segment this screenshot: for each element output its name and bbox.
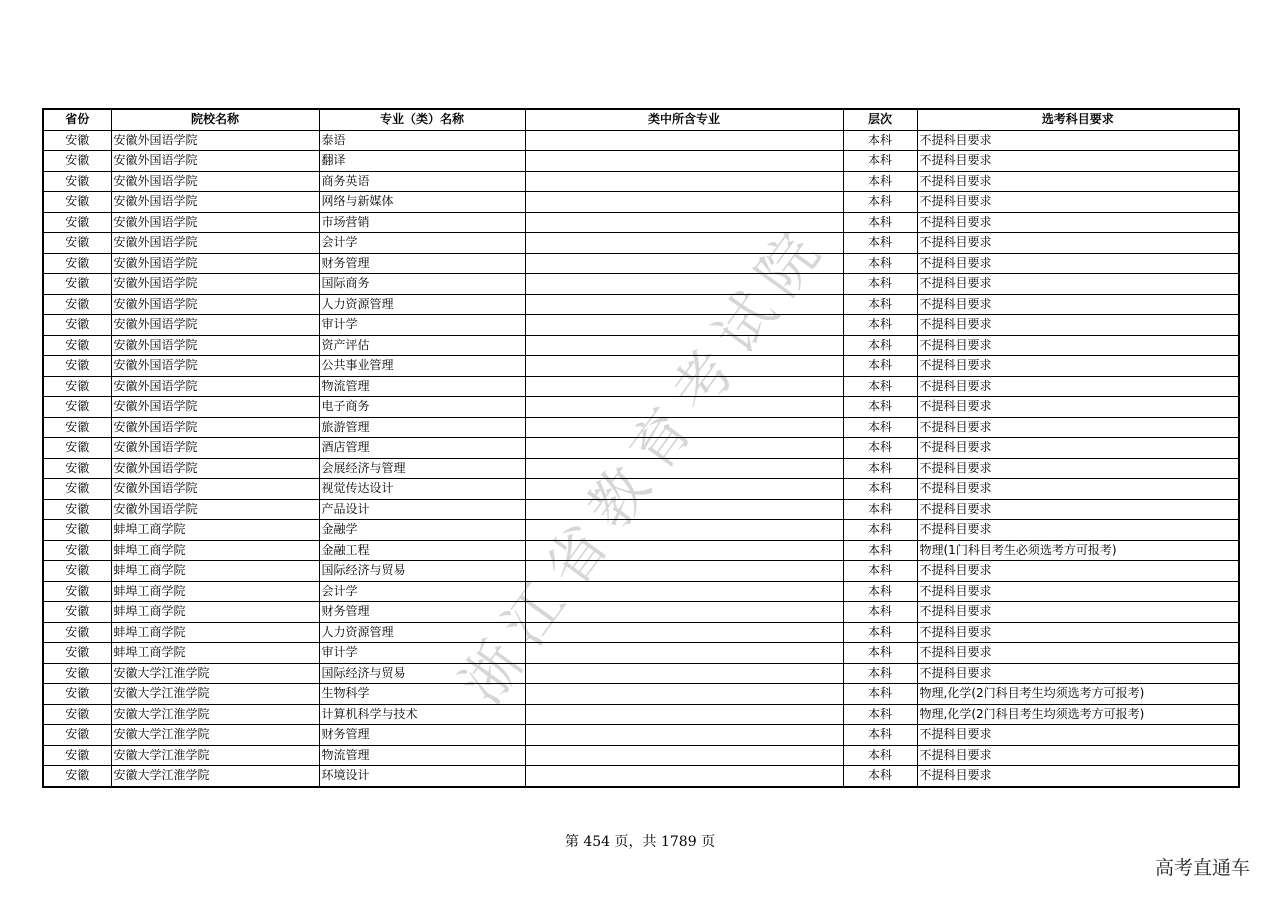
- subject-requirement-cell: 不提科目要求: [917, 212, 1239, 233]
- included-majors-cell: [525, 745, 843, 766]
- province-cell: 安徽: [43, 212, 111, 233]
- major-name-cell: 财务管理: [319, 725, 525, 746]
- province-cell: 安徽: [43, 376, 111, 397]
- province-cell: 安徽: [43, 622, 111, 643]
- subject-requirement-cell: 不提科目要求: [917, 602, 1239, 623]
- header-school-name: 院校名称: [111, 109, 319, 130]
- subject-requirement-cell: 不提科目要求: [917, 130, 1239, 151]
- school-name-cell: 安徽外国语学院: [111, 315, 319, 336]
- table-row: [43, 438, 1239, 459]
- included-majors-cell: [525, 171, 843, 192]
- school-name-cell: 蚌埠工商学院: [111, 520, 319, 541]
- major-name-cell: 商务英语: [319, 171, 525, 192]
- province-cell: 安徽: [43, 540, 111, 561]
- major-name-cell: 国际经济与贸易: [319, 561, 525, 582]
- level-cell: 本科: [843, 479, 917, 500]
- table-row: [43, 315, 1239, 336]
- level-cell: 本科: [843, 356, 917, 377]
- school-name-cell: 安徽大学江淮学院: [111, 766, 319, 787]
- subject-requirement-cell: 不提科目要求: [917, 561, 1239, 582]
- major-name-cell: 泰语: [319, 130, 525, 151]
- major-name-cell: 视觉传达设计: [319, 479, 525, 500]
- included-majors-cell: [525, 438, 843, 459]
- major-name-cell: 物流管理: [319, 745, 525, 766]
- province-cell: 安徽: [43, 356, 111, 377]
- table-row: [43, 376, 1239, 397]
- major-name-cell: 审计学: [319, 315, 525, 336]
- level-cell: 本科: [843, 417, 917, 438]
- table-row: [43, 171, 1239, 192]
- school-name-cell: 安徽外国语学院: [111, 335, 319, 356]
- school-name-cell: 安徽外国语学院: [111, 151, 319, 172]
- school-name-cell: 安徽外国语学院: [111, 458, 319, 479]
- subject-requirement-cell: 不提科目要求: [917, 356, 1239, 377]
- level-cell: 本科: [843, 151, 917, 172]
- level-cell: 本科: [843, 745, 917, 766]
- header-included-majors: 类中所含专业: [525, 109, 843, 130]
- included-majors-cell: [525, 212, 843, 233]
- school-name-cell: 蚌埠工商学院: [111, 581, 319, 602]
- province-cell: 安徽: [43, 602, 111, 623]
- subject-requirement-cell: 不提科目要求: [917, 274, 1239, 295]
- table-row: [43, 151, 1239, 172]
- major-name-cell: 会计学: [319, 581, 525, 602]
- included-majors-cell: [525, 643, 843, 664]
- table-row: [43, 704, 1239, 725]
- school-name-cell: 安徽外国语学院: [111, 356, 319, 377]
- level-cell: 本科: [843, 315, 917, 336]
- table-row: [43, 643, 1239, 664]
- school-name-cell: 安徽外国语学院: [111, 479, 319, 500]
- province-cell: 安徽: [43, 581, 111, 602]
- level-cell: 本科: [843, 725, 917, 746]
- school-name-cell: 安徽外国语学院: [111, 376, 319, 397]
- level-cell: 本科: [843, 704, 917, 725]
- subject-requirement-cell: 不提科目要求: [917, 725, 1239, 746]
- included-majors-cell: [525, 253, 843, 274]
- major-name-cell: 财务管理: [319, 602, 525, 623]
- included-majors-cell: [525, 233, 843, 254]
- included-majors-cell: [525, 335, 843, 356]
- province-cell: 安徽: [43, 315, 111, 336]
- province-cell: 安徽: [43, 233, 111, 254]
- included-majors-cell: [525, 151, 843, 172]
- province-cell: 安徽: [43, 253, 111, 274]
- level-cell: 本科: [843, 438, 917, 459]
- table-header-row: [43, 109, 1239, 130]
- included-majors-cell: [525, 294, 843, 315]
- province-cell: 安徽: [43, 294, 111, 315]
- major-name-cell: 计算机科学与技术: [319, 704, 525, 725]
- major-name-cell: 国际经济与贸易: [319, 663, 525, 684]
- school-name-cell: 安徽外国语学院: [111, 397, 319, 418]
- province-cell: 安徽: [43, 274, 111, 295]
- major-name-cell: 财务管理: [319, 253, 525, 274]
- table-row: [43, 356, 1239, 377]
- level-cell: 本科: [843, 581, 917, 602]
- included-majors-cell: [525, 192, 843, 213]
- major-name-cell: 公共事业管理: [319, 356, 525, 377]
- included-majors-cell: [525, 376, 843, 397]
- included-majors-cell: [525, 581, 843, 602]
- brand-logo-text: 高考直通车: [1154, 857, 1250, 879]
- province-cell: 安徽: [43, 438, 111, 459]
- province-cell: 安徽: [43, 766, 111, 787]
- province-cell: 安徽: [43, 192, 111, 213]
- major-name-cell: 环境设计: [319, 766, 525, 787]
- major-name-cell: 生物科学: [319, 684, 525, 705]
- province-cell: 安徽: [43, 417, 111, 438]
- level-cell: 本科: [843, 622, 917, 643]
- major-name-cell: 电子商务: [319, 397, 525, 418]
- table-row: [43, 663, 1239, 684]
- table-row: [43, 274, 1239, 295]
- included-majors-cell: [525, 315, 843, 336]
- subject-requirement-cell: 不提科目要求: [917, 663, 1239, 684]
- level-cell: 本科: [843, 397, 917, 418]
- province-cell: 安徽: [43, 663, 111, 684]
- included-majors-cell: [525, 725, 843, 746]
- school-name-cell: 蚌埠工商学院: [111, 643, 319, 664]
- level-cell: 本科: [843, 602, 917, 623]
- level-cell: 本科: [843, 540, 917, 561]
- level-cell: 本科: [843, 233, 917, 254]
- included-majors-cell: [525, 540, 843, 561]
- included-majors-cell: [525, 561, 843, 582]
- table-row: [43, 766, 1239, 787]
- major-name-cell: 人力资源管理: [319, 622, 525, 643]
- subject-requirement-cell: 不提科目要求: [917, 151, 1239, 172]
- majors-table: [42, 108, 1240, 788]
- subject-requirement-cell: 不提科目要求: [917, 294, 1239, 315]
- table-row: [43, 684, 1239, 705]
- major-name-cell: 物流管理: [319, 376, 525, 397]
- table-row: [43, 499, 1239, 520]
- school-name-cell: 安徽外国语学院: [111, 192, 319, 213]
- major-name-cell: 产品设计: [319, 499, 525, 520]
- subject-requirement-cell: 不提科目要求: [917, 417, 1239, 438]
- major-name-cell: 翻译: [319, 151, 525, 172]
- school-name-cell: 蚌埠工商学院: [111, 561, 319, 582]
- major-name-cell: 金融学: [319, 520, 525, 541]
- table-row: [43, 294, 1239, 315]
- level-cell: 本科: [843, 458, 917, 479]
- included-majors-cell: [525, 684, 843, 705]
- province-cell: 安徽: [43, 499, 111, 520]
- table-row: [43, 397, 1239, 418]
- school-name-cell: 安徽大学江淮学院: [111, 684, 319, 705]
- province-cell: 安徽: [43, 458, 111, 479]
- school-name-cell: 安徽大学江淮学院: [111, 663, 319, 684]
- major-name-cell: 审计学: [319, 643, 525, 664]
- subject-requirement-cell: 不提科目要求: [917, 376, 1239, 397]
- school-name-cell: 安徽外国语学院: [111, 233, 319, 254]
- included-majors-cell: [525, 499, 843, 520]
- subject-requirement-cell: 不提科目要求: [917, 253, 1239, 274]
- table-row: [43, 479, 1239, 500]
- table-row: [43, 192, 1239, 213]
- level-cell: 本科: [843, 130, 917, 151]
- major-name-cell: 国际商务: [319, 274, 525, 295]
- school-name-cell: 安徽外国语学院: [111, 294, 319, 315]
- province-cell: 安徽: [43, 561, 111, 582]
- included-majors-cell: [525, 520, 843, 541]
- subject-requirement-cell: 物理,化学(2门科目考生均须选考方可报考): [917, 704, 1239, 725]
- table-row: [43, 602, 1239, 623]
- province-cell: 安徽: [43, 704, 111, 725]
- level-cell: 本科: [843, 766, 917, 787]
- level-cell: 本科: [843, 376, 917, 397]
- province-cell: 安徽: [43, 171, 111, 192]
- province-cell: 安徽: [43, 520, 111, 541]
- level-cell: 本科: [843, 171, 917, 192]
- table-row: [43, 725, 1239, 746]
- major-name-cell: 旅游管理: [319, 417, 525, 438]
- major-name-cell: 酒店管理: [319, 438, 525, 459]
- table-row: [43, 233, 1239, 254]
- table-row: [43, 417, 1239, 438]
- level-cell: 本科: [843, 192, 917, 213]
- major-name-cell: 人力资源管理: [319, 294, 525, 315]
- included-majors-cell: [525, 766, 843, 787]
- major-name-cell: 网络与新媒体: [319, 192, 525, 213]
- subject-requirement-cell: 不提科目要求: [917, 499, 1239, 520]
- level-cell: 本科: [843, 335, 917, 356]
- included-majors-cell: [525, 602, 843, 623]
- school-name-cell: 安徽大学江淮学院: [111, 704, 319, 725]
- included-majors-cell: [525, 397, 843, 418]
- subject-requirement-cell: 不提科目要求: [917, 766, 1239, 787]
- included-majors-cell: [525, 663, 843, 684]
- subject-requirement-cell: 物理,化学(2门科目考生均须选考方可报考): [917, 684, 1239, 705]
- subject-requirement-cell: 不提科目要求: [917, 233, 1239, 254]
- school-name-cell: 蚌埠工商学院: [111, 622, 319, 643]
- subject-requirement-cell: 不提科目要求: [917, 335, 1239, 356]
- table-row: [43, 458, 1239, 479]
- watermark-text: 浙江省教育考试院: [447, 209, 841, 716]
- level-cell: 本科: [843, 274, 917, 295]
- major-name-cell: 会计学: [319, 233, 525, 254]
- province-cell: 安徽: [43, 643, 111, 664]
- school-name-cell: 安徽外国语学院: [111, 438, 319, 459]
- major-name-cell: 会展经济与管理: [319, 458, 525, 479]
- level-cell: 本科: [843, 212, 917, 233]
- province-cell: 安徽: [43, 684, 111, 705]
- province-cell: 安徽: [43, 479, 111, 500]
- included-majors-cell: [525, 130, 843, 151]
- province-cell: 安徽: [43, 130, 111, 151]
- province-cell: 安徽: [43, 397, 111, 418]
- major-name-cell: 市场营销: [319, 212, 525, 233]
- school-name-cell: 安徽大学江淮学院: [111, 725, 319, 746]
- header-major-name: 专业（类）名称: [319, 109, 525, 130]
- subject-requirement-cell: 不提科目要求: [917, 520, 1239, 541]
- school-name-cell: 安徽外国语学院: [111, 171, 319, 192]
- school-name-cell: 安徽外国语学院: [111, 253, 319, 274]
- level-cell: 本科: [843, 684, 917, 705]
- table-body: [43, 130, 1239, 787]
- province-cell: 安徽: [43, 745, 111, 766]
- school-name-cell: 蚌埠工商学院: [111, 602, 319, 623]
- level-cell: 本科: [843, 561, 917, 582]
- school-name-cell: 蚌埠工商学院: [111, 540, 319, 561]
- header-level: 层次: [843, 109, 917, 130]
- subject-requirement-cell: 不提科目要求: [917, 622, 1239, 643]
- included-majors-cell: [525, 356, 843, 377]
- subject-requirement-cell: 不提科目要求: [917, 438, 1239, 459]
- school-name-cell: 安徽大学江淮学院: [111, 745, 319, 766]
- included-majors-cell: [525, 458, 843, 479]
- table-row: [43, 335, 1239, 356]
- table-row: [43, 520, 1239, 541]
- header-province: 省份: [43, 109, 111, 130]
- level-cell: 本科: [843, 253, 917, 274]
- level-cell: 本科: [843, 520, 917, 541]
- major-name-cell: 金融工程: [319, 540, 525, 561]
- subject-requirement-cell: 不提科目要求: [917, 192, 1239, 213]
- level-cell: 本科: [843, 643, 917, 664]
- subject-requirement-cell: 不提科目要求: [917, 745, 1239, 766]
- table-row: [43, 561, 1239, 582]
- province-cell: 安徽: [43, 725, 111, 746]
- included-majors-cell: [525, 479, 843, 500]
- subject-requirement-cell: 不提科目要求: [917, 581, 1239, 602]
- table-row: [43, 622, 1239, 643]
- included-majors-cell: [525, 704, 843, 725]
- province-cell: 安徽: [43, 151, 111, 172]
- subject-requirement-cell: 物理(1门科目考生必须选考方可报考): [917, 540, 1239, 561]
- level-cell: 本科: [843, 663, 917, 684]
- table-row: [43, 581, 1239, 602]
- school-name-cell: 安徽外国语学院: [111, 274, 319, 295]
- level-cell: 本科: [843, 499, 917, 520]
- header-subject-requirement: 选考科目要求: [917, 109, 1239, 130]
- province-cell: 安徽: [43, 335, 111, 356]
- school-name-cell: 安徽外国语学院: [111, 499, 319, 520]
- subject-requirement-cell: 不提科目要求: [917, 315, 1239, 336]
- table-row: [43, 253, 1239, 274]
- table-row: [43, 130, 1239, 151]
- included-majors-cell: [525, 622, 843, 643]
- school-name-cell: 安徽外国语学院: [111, 212, 319, 233]
- table-row: [43, 540, 1239, 561]
- level-cell: 本科: [843, 294, 917, 315]
- major-name-cell: 资产评估: [319, 335, 525, 356]
- subject-requirement-cell: 不提科目要求: [917, 397, 1239, 418]
- table-row: [43, 745, 1239, 766]
- subject-requirement-cell: 不提科目要求: [917, 643, 1239, 664]
- page-number-footer: 第 454 页，共 1789 页: [564, 834, 716, 850]
- subject-requirement-cell: 不提科目要求: [917, 479, 1239, 500]
- included-majors-cell: [525, 417, 843, 438]
- subject-requirement-cell: 不提科目要求: [917, 458, 1239, 479]
- subject-requirement-cell: 不提科目要求: [917, 171, 1239, 192]
- school-name-cell: 安徽外国语学院: [111, 417, 319, 438]
- included-majors-cell: [525, 274, 843, 295]
- school-name-cell: 安徽外国语学院: [111, 130, 319, 151]
- table-row: [43, 212, 1239, 233]
